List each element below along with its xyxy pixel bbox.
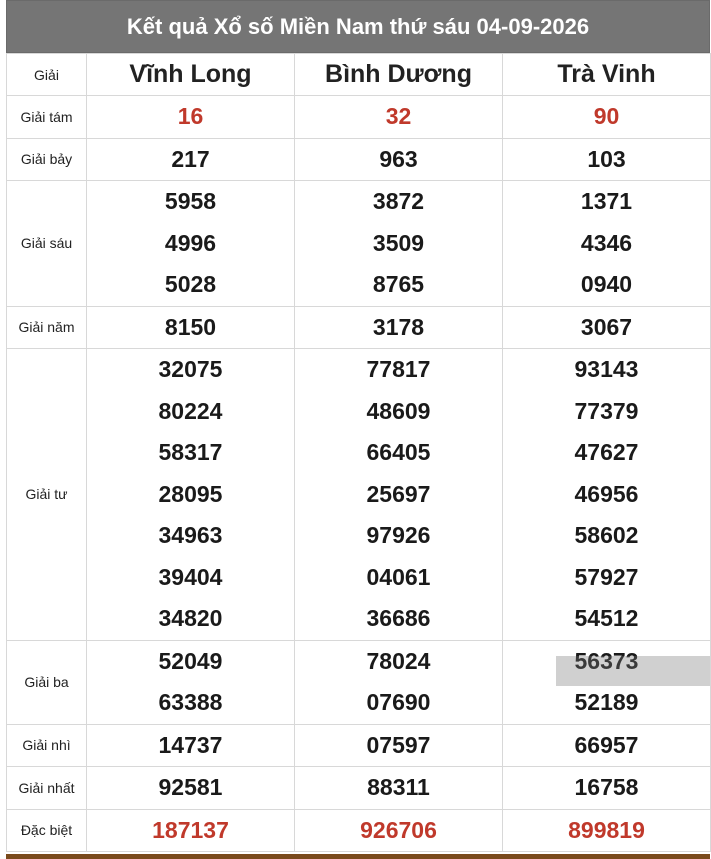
- prize-number: 16: [177, 103, 204, 129]
- prize-number: 63388: [158, 689, 223, 715]
- prize-cell-tra-vinh: [503, 349, 711, 641]
- prize-number: 97926: [366, 522, 431, 548]
- prize-cell-vinh-long: [87, 306, 295, 349]
- prize-cell-tra-vinh: [503, 306, 711, 349]
- province-header-tra-vinh[interactable]: Trà Vinh: [503, 54, 711, 96]
- prize-number: 58602: [574, 522, 639, 548]
- prize-cell-vinh-long: [87, 767, 295, 810]
- prize-number: 217: [171, 145, 210, 172]
- prize-number: 90: [593, 103, 620, 129]
- prize-number: 32: [385, 103, 412, 129]
- prize-label: Giải năm: [7, 306, 87, 349]
- prize-cell-binh-duong: [295, 640, 503, 724]
- table-header-row: [7, 54, 711, 96]
- watermark-logo: [556, 656, 710, 686]
- prize-cell-vinh-long: [87, 349, 295, 641]
- prize-number: 78024: [366, 647, 431, 674]
- prize-number: 04061: [366, 563, 431, 590]
- prize-number: 48609: [366, 397, 431, 424]
- prize-label: Giải tám: [7, 96, 87, 139]
- prize-number: 88311: [367, 774, 430, 800]
- prize-number: 52049: [158, 647, 223, 674]
- prize-cell-tra-vinh: [503, 138, 711, 181]
- province-header-vinh-long[interactable]: Vĩnh Long: [87, 54, 295, 96]
- prize-rows: [7, 96, 711, 852]
- prize-number: 92581: [158, 774, 223, 800]
- province-header-binh-duong[interactable]: Bình Dương: [295, 54, 503, 96]
- prize-label: Giải nhất: [7, 767, 87, 810]
- bottom-divider: [6, 854, 710, 859]
- prize-cell-vinh-long: [87, 724, 295, 767]
- prize-number: 80224: [158, 397, 223, 424]
- prize-cell-vinh-long: [87, 181, 295, 307]
- prize-number: 36686: [366, 605, 431, 631]
- prize-cell-tra-vinh: [503, 809, 711, 852]
- prize-number: 93143: [574, 356, 639, 382]
- prize-number: 58317: [158, 439, 223, 465]
- prize-cell-tra-vinh: [503, 767, 711, 810]
- prize-number: 54512: [574, 605, 639, 631]
- prize-cell-tra-vinh: [503, 181, 711, 307]
- prize-number: 8765: [372, 271, 425, 297]
- prize-number: 3178: [372, 313, 425, 340]
- prize-cell-binh-duong: [295, 138, 503, 181]
- prize-label: Giải ba: [7, 640, 87, 724]
- prize-row: [7, 767, 711, 810]
- prize-number: 34820: [158, 605, 223, 631]
- prize-row: [7, 181, 711, 307]
- prize-cell-binh-duong: [295, 181, 503, 307]
- prize-label: Đặc biệt: [7, 809, 87, 852]
- prize-cell-binh-duong: [295, 809, 503, 852]
- prize-row: [7, 138, 711, 181]
- prize-number: 07597: [366, 731, 431, 758]
- prize-label: Giải bảy: [7, 138, 87, 181]
- prize-cell-vinh-long: [87, 96, 295, 139]
- prize-cell-vinh-long: [87, 640, 295, 724]
- prize-number: 34963: [158, 522, 223, 548]
- prize-number: 3872: [372, 188, 425, 214]
- results-table: [6, 53, 711, 852]
- prize-cell-binh-duong: [295, 96, 503, 139]
- prize-row: [7, 96, 711, 139]
- prize-number: 39404: [158, 563, 223, 590]
- prize-row: [7, 809, 711, 852]
- prize-number: 187137: [152, 816, 229, 843]
- prize-cell-tra-vinh: [503, 724, 711, 767]
- prize-number: 66957: [574, 731, 639, 758]
- prize-number: 4996: [164, 229, 217, 256]
- prize-number: 1371: [580, 188, 633, 214]
- prize-number: 4346: [580, 229, 633, 256]
- prize-number: 5958: [164, 188, 217, 214]
- prize-row: [7, 349, 711, 641]
- prize-cell-vinh-long: [87, 809, 295, 852]
- prize-number: 46956: [574, 480, 639, 507]
- page-title: Kết quả Xổ số Miền Nam thứ sáu 04-09-2026: [6, 0, 710, 53]
- prize-label: Giải tư: [7, 349, 87, 641]
- prize-cell-binh-duong: [295, 306, 503, 349]
- prize-cell-binh-duong: [295, 724, 503, 767]
- prize-number: 28095: [158, 480, 223, 507]
- prize-number: 16758: [574, 774, 639, 800]
- prize-row: [7, 724, 711, 767]
- prize-number: 899819: [568, 816, 645, 843]
- prize-number: 0940: [580, 271, 633, 297]
- prize-number: 5028: [164, 271, 217, 297]
- prize-label: Giải sáu: [7, 181, 87, 307]
- prize-number: 47627: [574, 439, 639, 465]
- prize-number: 25697: [366, 480, 431, 507]
- prize-label: Giải nhì: [7, 724, 87, 767]
- prize-number: 77379: [574, 397, 639, 424]
- prize-number: 52189: [574, 689, 639, 715]
- prize-cell-tra-vinh: [503, 96, 711, 139]
- prize-number: 66405: [366, 439, 431, 465]
- prize-number: 8150: [164, 313, 217, 340]
- prize-number: 103: [587, 145, 626, 172]
- prize-row: [7, 306, 711, 349]
- prize-number: 07690: [366, 689, 431, 715]
- prize-cell-binh-duong: [295, 349, 503, 641]
- prize-number: 3509: [372, 229, 425, 256]
- prize-number: 32075: [158, 356, 223, 382]
- prize-number: 3067: [580, 313, 633, 340]
- prize-cell-binh-duong: [295, 767, 503, 810]
- prize-number: 57927: [574, 563, 639, 590]
- prize-number: 77817: [366, 356, 431, 382]
- prize-number: 56373: [574, 647, 639, 674]
- header-label: Giải: [7, 54, 87, 96]
- prize-cell-vinh-long: [87, 138, 295, 181]
- prize-number: 14737: [158, 731, 223, 758]
- prize-number: 963: [379, 145, 418, 172]
- results-container: [6, 0, 710, 859]
- prize-number: 926706: [360, 816, 437, 843]
